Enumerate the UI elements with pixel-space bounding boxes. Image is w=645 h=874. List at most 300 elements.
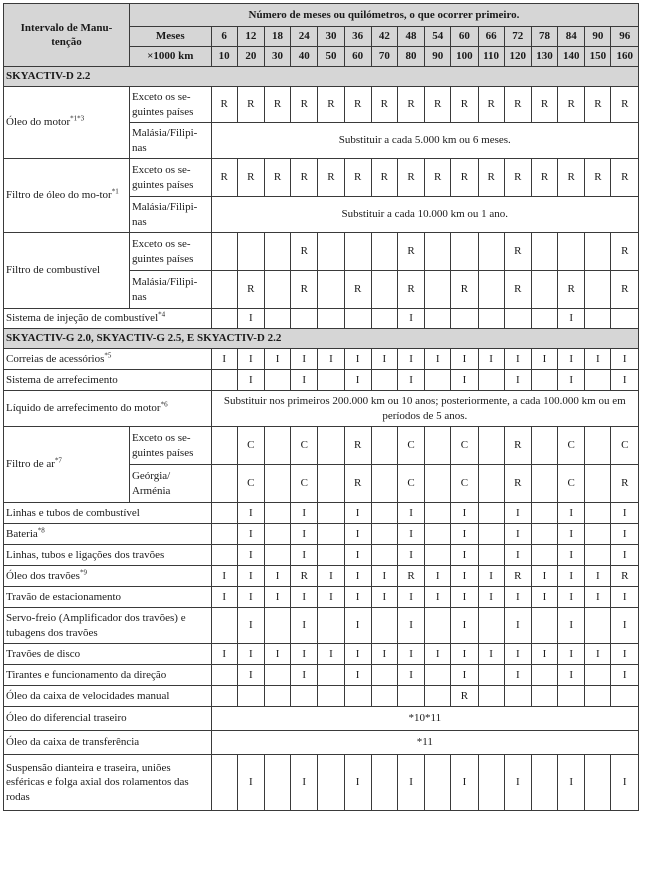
service-cell: I: [558, 755, 585, 811]
service-cell: I: [558, 503, 585, 524]
service-cell: [478, 309, 504, 329]
service-cell: [585, 233, 611, 271]
service-cell: [425, 524, 451, 545]
service-cell: I: [237, 566, 264, 587]
service-cell: [531, 370, 557, 391]
service-cell: [478, 465, 504, 503]
service-cell: [425, 465, 451, 503]
service-cell: I: [237, 608, 264, 644]
service-cell: I: [558, 665, 585, 686]
item-label: Servo-freio (Amplificador dos travões) e tubagens dos travões: [6, 612, 186, 639]
item-name: [4, 731, 212, 755]
service-cell: I: [425, 587, 451, 608]
service-cell: I: [371, 644, 397, 665]
service-cell: [344, 233, 371, 271]
service-cell: [264, 427, 290, 465]
service-cell: [371, 427, 397, 465]
section-title: SKYACTIV-D 2.2: [4, 67, 639, 87]
item-label: Sistema de injeção de combustível: [6, 312, 159, 325]
service-cell: R: [504, 159, 531, 197]
service-cell: I: [397, 587, 424, 608]
item-name: [4, 370, 212, 391]
service-cell: I: [504, 349, 531, 370]
service-cell: I: [451, 755, 478, 811]
service-cell: I: [558, 644, 585, 665]
service-cell: I: [318, 644, 344, 665]
header-title-row: [4, 4, 639, 27]
service-cell: [237, 686, 264, 707]
service-cell: [211, 686, 237, 707]
service-cell: I: [344, 587, 371, 608]
service-cell: I: [291, 349, 318, 370]
service-cell: [531, 465, 557, 503]
month-value: 30: [318, 27, 344, 47]
item-name: [4, 349, 212, 370]
service-cell: [264, 503, 290, 524]
service-cell: I: [344, 644, 371, 665]
month-value: 48: [397, 27, 424, 47]
service-cell: [531, 503, 557, 524]
service-cell: I: [344, 566, 371, 587]
service-cell: [425, 545, 451, 566]
service-cell: I: [504, 608, 531, 644]
service-cell: [371, 545, 397, 566]
service-cell: I: [397, 524, 424, 545]
service-cell: [478, 271, 504, 309]
footnote-mark: *1*3: [70, 114, 85, 123]
service-cell: I: [531, 644, 557, 665]
service-cell: R: [318, 159, 344, 197]
service-cell: I: [237, 309, 264, 329]
service-cell: I: [397, 370, 424, 391]
service-cell: I: [211, 644, 237, 665]
service-cell: [371, 524, 397, 545]
table-row: [4, 87, 639, 123]
month-value: 60: [451, 27, 478, 47]
service-cell: C: [451, 465, 478, 503]
service-cell: I: [291, 644, 318, 665]
service-cell: R: [611, 233, 639, 271]
km-value: 140: [558, 47, 585, 67]
service-cell: [371, 755, 397, 811]
country-group: Exceto os se-guintes países: [129, 427, 211, 465]
service-cell: I: [611, 349, 639, 370]
km-value: 30: [264, 47, 290, 67]
service-cell: I: [264, 566, 290, 587]
service-cell: I: [371, 566, 397, 587]
service-cell: I: [611, 587, 639, 608]
maintenance-schedule-table: [3, 3, 639, 811]
service-cell: R: [237, 271, 264, 309]
service-cell: R: [504, 566, 531, 587]
service-cell: [211, 524, 237, 545]
service-cell: I: [397, 665, 424, 686]
service-cell: R: [451, 159, 478, 197]
item-name: [4, 665, 212, 686]
item-label: Bateria: [6, 527, 38, 540]
service-cell: I: [291, 608, 318, 644]
service-cell: I: [211, 587, 237, 608]
service-cell: I: [451, 587, 478, 608]
service-cell: R: [237, 159, 264, 197]
item-label: Óleo da caixa de velocidades manual: [6, 689, 170, 702]
service-cell: [478, 370, 504, 391]
service-cell: I: [558, 524, 585, 545]
service-cell: I: [611, 370, 639, 391]
service-cell: [264, 309, 290, 329]
service-cell: [211, 608, 237, 644]
service-cell: [371, 370, 397, 391]
service-cell: I: [318, 566, 344, 587]
service-cell: C: [291, 427, 318, 465]
service-cell: I: [291, 545, 318, 566]
service-cell: I: [585, 349, 611, 370]
service-cell: I: [451, 349, 478, 370]
service-cell: I: [371, 587, 397, 608]
service-cell: R: [344, 159, 371, 197]
service-cell: [585, 427, 611, 465]
month-value: 18: [264, 27, 290, 47]
service-cell: [478, 524, 504, 545]
country-group: Malásia/Filipi-nas: [129, 123, 211, 159]
service-cell: I: [585, 644, 611, 665]
service-cell: [264, 524, 290, 545]
table-body: [4, 4, 639, 811]
service-cell: R: [504, 271, 531, 309]
service-cell: [371, 465, 397, 503]
service-cell: [211, 465, 237, 503]
service-cell: [611, 686, 639, 707]
service-cell: I: [237, 349, 264, 370]
service-cell: [318, 665, 344, 686]
service-cell: C: [611, 427, 639, 465]
service-cell: [585, 465, 611, 503]
service-cell: I: [344, 503, 371, 524]
service-cell: I: [504, 644, 531, 665]
month-value: 12: [237, 27, 264, 47]
service-cell: [531, 686, 557, 707]
country-group: Exceto os se-guintes países: [129, 233, 211, 271]
service-cell: R: [211, 87, 237, 123]
service-cell: [478, 608, 504, 644]
service-cell: I: [425, 644, 451, 665]
service-cell: C: [558, 427, 585, 465]
service-cell: I: [558, 545, 585, 566]
service-cell: I: [504, 524, 531, 545]
service-cell: R: [371, 159, 397, 197]
service-cell: R: [237, 87, 264, 123]
service-cell: [425, 608, 451, 644]
service-cell: I: [478, 349, 504, 370]
km-value: 70: [371, 47, 397, 67]
km-value: 120: [504, 47, 531, 67]
service-cell: [371, 309, 397, 329]
service-cell: [344, 686, 371, 707]
item-label: Linhas, tubos e ligações dos travões: [6, 548, 165, 561]
service-cell: [478, 233, 504, 271]
service-cell: [371, 233, 397, 271]
km-value: 160: [611, 47, 639, 67]
service-cell: R: [291, 566, 318, 587]
service-cell: [211, 233, 237, 271]
service-cell: I: [558, 587, 585, 608]
service-cell: I: [264, 587, 290, 608]
item-name: [4, 391, 212, 427]
service-cell: [585, 309, 611, 329]
service-cell: I: [344, 545, 371, 566]
service-cell: R: [531, 159, 557, 197]
month-value: 36: [344, 27, 371, 47]
service-cell: I: [397, 608, 424, 644]
table-row: [4, 665, 639, 686]
km-value: 20: [237, 47, 264, 67]
service-cell: [425, 370, 451, 391]
footnote-mark: *8: [37, 526, 45, 535]
service-cell: R: [558, 271, 585, 309]
service-cell: I: [237, 665, 264, 686]
service-cell: R: [291, 233, 318, 271]
service-cell: I: [237, 524, 264, 545]
service-cell: [478, 686, 504, 707]
table-row: [4, 644, 639, 665]
service-cell: I: [318, 349, 344, 370]
service-cell: [585, 524, 611, 545]
service-cell: I: [451, 524, 478, 545]
month-value: 84: [558, 27, 585, 47]
service-cell: [425, 503, 451, 524]
service-cell: I: [237, 503, 264, 524]
country-group: Exceto os se-guintes países: [129, 159, 211, 197]
service-cell: [211, 271, 237, 309]
service-cell: [211, 309, 237, 329]
service-cell: [291, 686, 318, 707]
service-cell: I: [611, 608, 639, 644]
footnote-mark: *1: [111, 187, 119, 196]
service-cell: [264, 465, 290, 503]
service-cell: [558, 233, 585, 271]
service-cell: [264, 233, 290, 271]
km-value: 150: [585, 47, 611, 67]
service-cell: [264, 370, 290, 391]
section-row: [4, 329, 639, 349]
month-value: 6: [211, 27, 237, 47]
service-cell: I: [291, 665, 318, 686]
service-cell: [318, 370, 344, 391]
service-cell: R: [211, 159, 237, 197]
service-cell: I: [558, 370, 585, 391]
service-cell: [531, 271, 557, 309]
table-row: [4, 686, 639, 707]
service-cell: R: [451, 87, 478, 123]
item-label: Correias de acessórios: [6, 352, 105, 365]
service-cell: [585, 755, 611, 811]
item-label: Travão de estacionamento: [6, 590, 122, 603]
country-group: Malásia/Filipi-nas: [129, 197, 211, 233]
service-cell: [558, 686, 585, 707]
span-note: Substituir a cada 10.000 km ou 1 ano.: [211, 197, 638, 233]
service-cell: [291, 309, 318, 329]
service-cell: R: [318, 87, 344, 123]
service-cell: I: [478, 587, 504, 608]
service-cell: [318, 465, 344, 503]
item-name: [4, 503, 212, 524]
service-cell: R: [478, 159, 504, 197]
service-cell: C: [291, 465, 318, 503]
service-cell: C: [237, 465, 264, 503]
service-cell: [531, 665, 557, 686]
service-cell: [344, 309, 371, 329]
service-cell: R: [504, 87, 531, 123]
item-name: [4, 87, 130, 159]
service-cell: R: [451, 686, 478, 707]
service-cell: [425, 755, 451, 811]
service-cell: [504, 686, 531, 707]
service-cell: [611, 309, 639, 329]
service-cell: [585, 370, 611, 391]
month-value: 54: [425, 27, 451, 47]
service-cell: [318, 503, 344, 524]
service-cell: I: [611, 545, 639, 566]
km-value: 80: [397, 47, 424, 67]
service-cell: I: [291, 587, 318, 608]
table-row: [4, 608, 639, 644]
table-row: [4, 524, 639, 545]
km-value: 40: [291, 47, 318, 67]
service-cell: I: [504, 587, 531, 608]
service-cell: [211, 755, 237, 811]
service-cell: I: [451, 566, 478, 587]
service-cell: [211, 545, 237, 566]
service-cell: R: [478, 87, 504, 123]
table-row: [4, 731, 639, 755]
item-name: [4, 587, 212, 608]
table-row: [4, 427, 639, 465]
month-value: 96: [611, 27, 639, 47]
service-cell: I: [611, 503, 639, 524]
table-row: [4, 707, 639, 731]
service-cell: [425, 686, 451, 707]
service-cell: I: [451, 644, 478, 665]
service-cell: [211, 427, 237, 465]
table-row: [4, 159, 639, 197]
table-row: [4, 755, 639, 811]
item-name: [4, 566, 212, 587]
service-cell: R: [397, 233, 424, 271]
item-label: Filtro de combustível: [6, 264, 101, 277]
service-cell: I: [451, 665, 478, 686]
service-cell: I: [397, 503, 424, 524]
service-cell: I: [397, 349, 424, 370]
service-cell: R: [611, 87, 639, 123]
service-cell: [318, 427, 344, 465]
service-cell: [264, 271, 290, 309]
service-cell: [397, 686, 424, 707]
table-title: Número de meses ou quilómetros, o que ocorrer primeiro.: [129, 4, 638, 27]
item-label: Filtro de ar: [6, 458, 55, 471]
service-cell: [585, 271, 611, 309]
service-cell: R: [264, 159, 290, 197]
service-cell: I: [558, 566, 585, 587]
item-name: [4, 309, 212, 329]
service-cell: [318, 524, 344, 545]
service-cell: [531, 608, 557, 644]
service-cell: [425, 233, 451, 271]
service-cell: [371, 503, 397, 524]
span-note: Substituir nos primeiros 200.000 km ou 10 anos; posteriormente, a cada 100.000 km ou em períodos de 5 anos.: [211, 391, 638, 427]
service-cell: I: [344, 755, 371, 811]
service-cell: I: [585, 566, 611, 587]
service-cell: [504, 309, 531, 329]
km-value: 110: [478, 47, 504, 67]
service-cell: R: [344, 427, 371, 465]
span-note: *11: [211, 731, 638, 755]
service-cell: I: [264, 349, 290, 370]
service-cell: R: [611, 271, 639, 309]
service-cell: I: [558, 349, 585, 370]
item-label: Óleo dos travões: [6, 569, 80, 582]
service-cell: I: [558, 608, 585, 644]
interval-header: Intervalo de Manu-tenção: [4, 4, 130, 67]
months-label: Meses: [129, 27, 211, 47]
service-cell: I: [291, 503, 318, 524]
service-cell: [585, 665, 611, 686]
service-cell: R: [397, 159, 424, 197]
km-value: 60: [344, 47, 371, 67]
service-cell: R: [611, 566, 639, 587]
service-cell: R: [611, 465, 639, 503]
service-cell: I: [504, 755, 531, 811]
service-cell: [211, 370, 237, 391]
service-cell: [318, 309, 344, 329]
item-name: [4, 233, 130, 309]
service-cell: I: [344, 608, 371, 644]
service-cell: R: [531, 87, 557, 123]
service-cell: I: [318, 587, 344, 608]
service-cell: I: [531, 349, 557, 370]
service-cell: I: [344, 349, 371, 370]
table-row: [4, 566, 639, 587]
service-cell: [264, 755, 290, 811]
service-cell: I: [397, 309, 424, 329]
km-label: ×1000 km: [129, 47, 211, 67]
service-cell: I: [291, 755, 318, 811]
service-cell: R: [264, 87, 290, 123]
span-note: Substituir a cada 5.000 km ou 6 meses.: [211, 123, 638, 159]
country-group: Malásia/Filipi-nas: [129, 271, 211, 309]
service-cell: C: [397, 465, 424, 503]
table-row: [4, 233, 639, 271]
section-title: SKYACTIV-G 2.0, SKYACTIV-G 2.5, E SKYACTIV-D 2.2: [4, 329, 639, 349]
item-label: Suspensão dianteira e traseira, uniões esféricas e folga axial dos rolamentos das rodas: [6, 762, 189, 803]
service-cell: I: [344, 524, 371, 545]
service-cell: C: [397, 427, 424, 465]
span-note: *10*11: [211, 707, 638, 731]
item-name: [4, 159, 130, 233]
service-cell: [264, 545, 290, 566]
service-cell: R: [397, 87, 424, 123]
item-name: [4, 545, 212, 566]
table-row: [4, 587, 639, 608]
item-name: [4, 524, 212, 545]
service-cell: [425, 665, 451, 686]
service-cell: I: [211, 349, 237, 370]
service-cell: [531, 755, 557, 811]
service-cell: [585, 503, 611, 524]
service-cell: R: [425, 87, 451, 123]
table-row: [4, 391, 639, 427]
service-cell: R: [558, 87, 585, 123]
service-cell: I: [478, 566, 504, 587]
